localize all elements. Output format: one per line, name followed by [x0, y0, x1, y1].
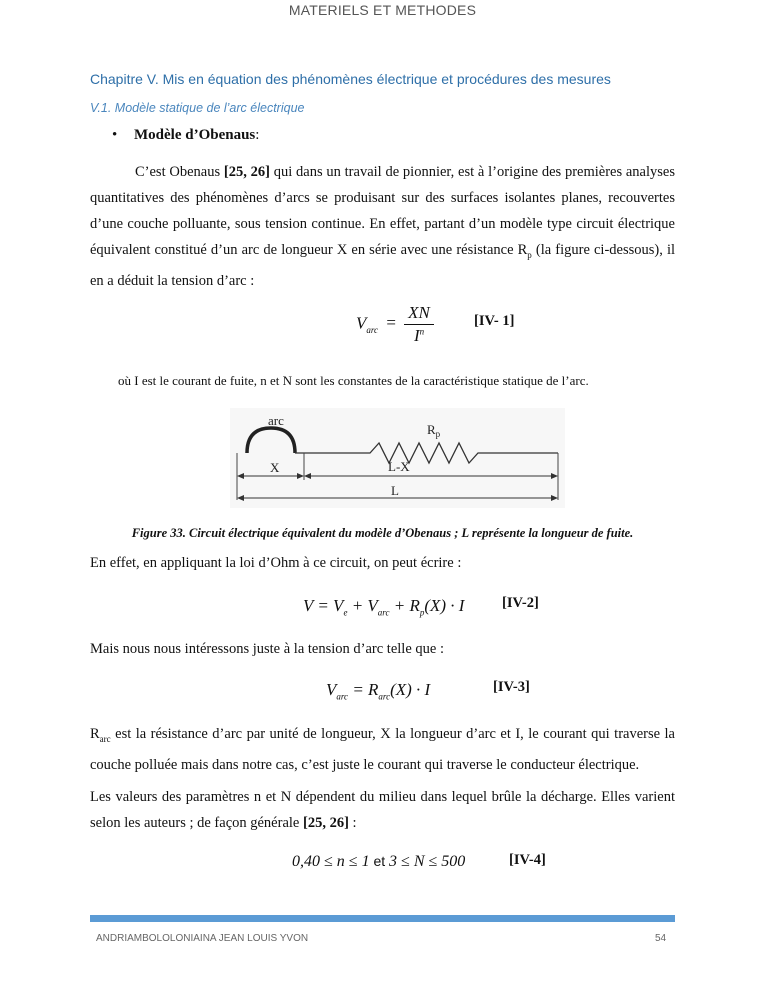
- paragraph-rarc: [90, 721, 675, 778]
- equation-iv-3: [326, 680, 430, 701]
- eq4-part-a: 0,40 ≤ n ≤ 1: [292, 853, 370, 870]
- eq3-tag: [IV-3]: [493, 679, 530, 695]
- para1-text-b: (la figure ci-dessous), il en a déduit la tension d’arc :: [90, 242, 676, 289]
- para5-ref: [25, 26]: [302, 815, 349, 831]
- bullet-symbol: •: [112, 127, 118, 143]
- chapter-title: Chapitre V. Mis en équation des phénomènes électrique et procédures des mesures: [90, 71, 611, 87]
- eq2-tag: [IV-2]: [502, 595, 539, 611]
- footer-author: ANDRIAMBOLOLONIAINA JEAN LOUIS YVON: [96, 933, 309, 944]
- eq2-sub1: e: [343, 607, 348, 618]
- para5-end: :: [348, 815, 357, 831]
- equation-iv-2: [303, 596, 464, 617]
- eq1-tag: [IV- 1]: [474, 313, 515, 329]
- paragraph-parameters: [90, 784, 675, 836]
- equation-iv-1: [356, 303, 434, 346]
- equation-iv-4: [292, 853, 465, 871]
- eq4-mid: et: [369, 853, 390, 869]
- para1-ref: [25, 26]: [223, 164, 270, 180]
- para4-r: R: [90, 726, 100, 742]
- paragraph-obenaus: [90, 159, 675, 294]
- eq2-part4: (X) · I: [424, 596, 465, 615]
- eq1-equals: =: [386, 313, 396, 333]
- eq2-sub2: arc: [377, 607, 390, 618]
- note-text: où I est le courant de fuite, n et N sont les constantes de la caractéristique statique de l’arc.: [118, 373, 589, 388]
- eq4-part-b: 3 ≤ N ≤ 500: [389, 853, 466, 870]
- eq3-part3: (X) · I: [390, 680, 431, 699]
- para4-text: est la résistance d’arc par unité de longueur, X la longueur d’arc et I, le courant qui traverse la couche polluée mais dans notre cas, c’est juste le courant qui traverse le conducteur électrique.: [90, 726, 675, 773]
- label-rp-main: R: [427, 422, 436, 437]
- eq1-fraction: [404, 303, 434, 346]
- eq1-numerator: XN: [404, 303, 434, 325]
- eq2-part1: V = V: [303, 596, 344, 615]
- eq2-part2: + V: [347, 596, 378, 615]
- circuit-figure: [230, 408, 565, 508]
- bullet-label: Modèle d’Obenaus: [134, 127, 256, 143]
- eq1-den-sup: n: [419, 326, 425, 337]
- para1-start: C’est Obenaus: [135, 164, 224, 180]
- bullet-suffix: :: [255, 127, 260, 143]
- para1-text-a: qui dans un travail de pionnier, est à l’origine des premières analyses quantitatives des phénomènes d’arcs se produisant sur des surfaces isolantes planes, recouvertes d’une couche polluante, sous tension continue. En effet, partant d’un modèle type circuit électrique équivalent constitué d’un arc de longueur X en série avec une résistance R: [90, 164, 675, 258]
- page-header: MATERIELS ET METHODES: [288, 2, 477, 18]
- label-l: L: [391, 483, 399, 498]
- label-x: X: [270, 460, 280, 475]
- paragraph-ohm: En effet, en appliquant la loi d’Ohm à ce circuit, on peut écrire :: [90, 555, 462, 571]
- eq3-part1: V: [326, 680, 337, 699]
- eq1-denominator: I: [413, 326, 420, 345]
- eq3-part2: = R: [348, 680, 379, 699]
- page-number: 54: [655, 933, 667, 944]
- eq2-sub3: p: [419, 607, 425, 618]
- eq1-lhs-sub: arc: [366, 324, 379, 335]
- eq1-lhs: V: [356, 313, 367, 333]
- label-rp-sub: p: [435, 429, 441, 439]
- eq3-sub2: arc: [378, 691, 391, 702]
- figure-caption: Figure 33. Circuit électrique équivalent du modèle d’Obenaus ; L représente la longueur de fuite.: [131, 526, 634, 540]
- para1-sub: p: [527, 249, 532, 260]
- eq3-sub1: arc: [336, 691, 349, 702]
- label-arc: arc: [268, 413, 284, 428]
- footer-bar: [90, 915, 675, 922]
- bullet-item: [112, 127, 259, 144]
- para4-r-sub: arc: [99, 733, 111, 744]
- eq4-tag: [IV-4]: [509, 852, 546, 868]
- paragraph-arc-voltage: Mais nous nous intéressons juste à la tension d’arc telle que :: [90, 641, 444, 657]
- eq2-part3: + R: [389, 596, 420, 615]
- para5-text: Les valeurs des paramètres n et N dépendent du milieu dans lequel brûle la décharge. Elles varient selon les auteurs ; de façon générale: [90, 789, 675, 831]
- section-title: V.1. Modèle statique de l’arc électrique: [90, 101, 305, 115]
- label-lx: L-X: [388, 459, 410, 474]
